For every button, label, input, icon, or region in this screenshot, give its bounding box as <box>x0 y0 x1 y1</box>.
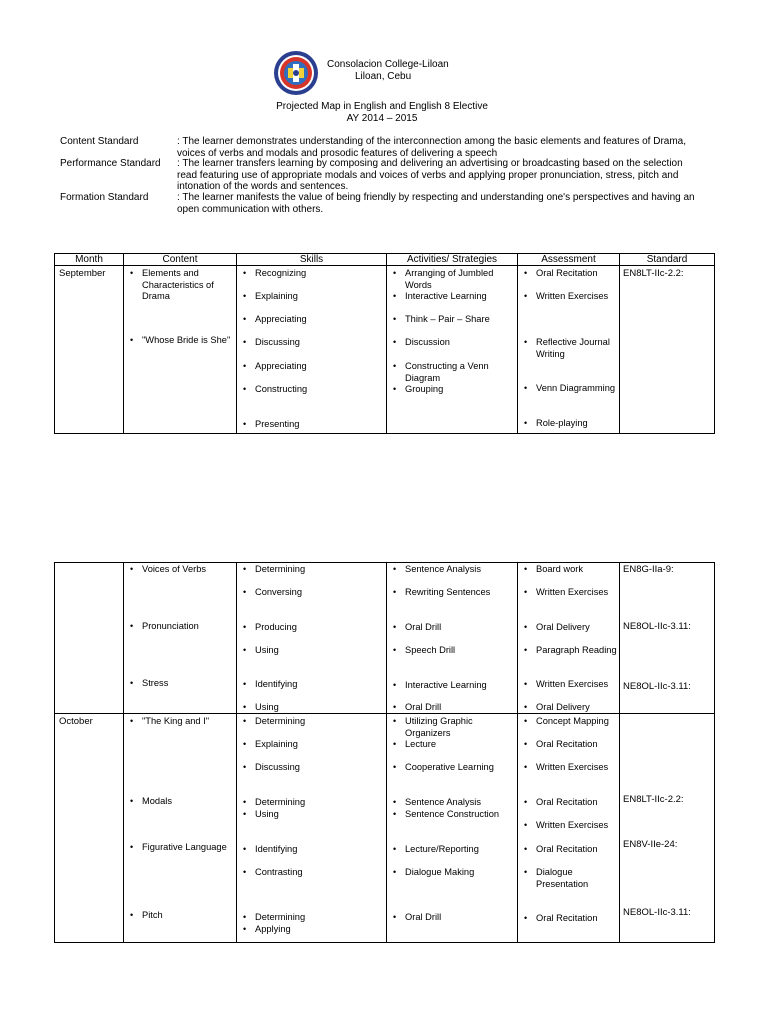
table-row <box>55 563 715 714</box>
skill-item: • Appreciating <box>255 361 365 373</box>
content-item: • Figurative Language <box>142 842 234 854</box>
standard-code: EN8LT-IIc-2.2: <box>623 268 684 279</box>
activity-item: • Grouping <box>405 384 515 396</box>
academic-year: AY 2014 – 2015 <box>346 113 418 124</box>
school-seal <box>273 50 319 96</box>
content-item: • "The King and I" <box>142 716 234 728</box>
assessment-item: • Venn Diagramming <box>536 383 621 395</box>
skill-item: • Discussing <box>255 337 365 349</box>
curriculum-table-september <box>54 253 715 434</box>
assessment-item: • Oral Recitation <box>536 913 621 925</box>
skill-item: • Constructing <box>255 384 365 396</box>
activity-item: • Oral Drill <box>405 702 515 714</box>
activity-item: • Arranging of Jumbled Words <box>405 268 515 291</box>
skill-item: • Using <box>255 702 365 714</box>
assessment-item: • Oral Delivery <box>536 622 621 634</box>
header-skills: Skills <box>237 254 387 266</box>
activity-item: • Sentence Analysis <box>405 564 515 576</box>
activity-item: • Interactive Learning <box>405 291 515 303</box>
header-standard: Standard <box>620 254 715 266</box>
month-cell: September <box>59 268 106 279</box>
skill-item: • Discussing <box>255 762 365 774</box>
header-assessment: Assessment <box>518 254 620 266</box>
assessment-item: • Oral Recitation <box>536 844 621 856</box>
skill-item: • Determining <box>255 797 365 809</box>
skill-item: • Contrasting <box>255 867 365 879</box>
skill-item: • Applying <box>255 924 365 936</box>
header-activities: Activities/ Strategies <box>387 254 518 266</box>
activity-item: • Oral Drill <box>405 622 515 634</box>
skill-item: • Identifying <box>255 844 365 856</box>
skill-item: • Presenting <box>255 419 365 431</box>
content-item: • Pronunciation <box>142 621 234 633</box>
activity-item: • Lecture <box>405 739 515 751</box>
assessment-item: • Board work <box>536 564 621 576</box>
activity-item: • Sentence Analysis <box>405 797 515 809</box>
standard-code: NE8OL-IIc-3.11: <box>623 621 691 632</box>
activity-item: • Cooperative Learning <box>405 762 515 774</box>
curriculum-table-october <box>54 562 715 943</box>
activity-item: • Oral Drill <box>405 912 515 924</box>
assessment-item: • Reflective Journal Writing <box>536 337 621 360</box>
month-cell: October <box>59 716 93 727</box>
assessment-item: • Written Exercises <box>536 587 621 599</box>
assessment-item: • Role-playing <box>536 418 621 430</box>
skill-item: • Identifying <box>255 679 365 691</box>
standard-code: EN8LT-IIc-2.2: <box>623 794 684 805</box>
skill-item: • Explaining <box>255 739 365 751</box>
assessment-item: • Oral Recitation <box>536 268 621 280</box>
standard-code: NE8OL-IIc-3.11: <box>623 681 691 692</box>
standard-code: EN8V-IIe-24: <box>623 839 678 850</box>
activity-item: • Rewriting Sentences <box>405 587 515 599</box>
content-item: • Modals <box>142 796 234 808</box>
activity-item: • Utilizing Graphic Organizers <box>405 716 515 739</box>
skill-item: • Recognizing <box>255 268 365 280</box>
skill-item: • Appreciating <box>255 314 365 326</box>
content-item: • Elements and Characteristics of Drama <box>142 268 234 303</box>
table-row <box>55 714 715 943</box>
skill-item: • Using <box>255 645 365 657</box>
skill-item: • Determining <box>255 912 365 924</box>
content-item: • "Whose Bride is She" <box>142 335 234 347</box>
activity-item: • Interactive Learning <box>405 680 515 692</box>
school-location: Liloan, Cebu <box>355 71 412 82</box>
school-seal-icon <box>273 50 319 96</box>
activity-item: • Constructing a Venn Diagram <box>405 361 515 384</box>
assessment-item: • Written Exercises <box>536 679 621 691</box>
header-month: Month <box>55 254 124 266</box>
assessment-item: • Oral Recitation <box>536 739 621 751</box>
assessment-item: • Written Exercises <box>536 762 621 774</box>
activity-item: • Lecture/Reporting <box>405 844 515 856</box>
content-standard-label: Content Standard <box>60 136 139 147</box>
skill-item: • Determining <box>255 716 365 728</box>
activity-item: • Dialogue Making <box>405 867 515 879</box>
skill-item: • Producing <box>255 622 365 634</box>
skill-item: • Determining <box>255 564 365 576</box>
performance-standard-text: : The learner transfers learning by composing and delivering an advertising or broadcasting based on the selection read featuring use of appropriate modals and voices of verbs and applying proper pronunciation, stress, pitch and intonation of the words and sentences. <box>177 158 683 192</box>
school-name: Consolacion College-Liloan <box>327 59 449 70</box>
activity-item: • Speech Drill <box>405 645 515 657</box>
performance-standard-label: Performance Standard <box>60 158 161 169</box>
table-row <box>55 266 715 434</box>
header-content: Content <box>124 254 237 266</box>
formation-standard-label: Formation Standard <box>60 192 149 203</box>
assessment-item: • Written Exercises <box>536 820 621 832</box>
assessment-item: • Oral Delivery <box>536 702 621 714</box>
assessment-item: • Paragraph Reading <box>536 645 621 657</box>
content-item: • Stress <box>142 678 234 690</box>
content-item: • Pitch <box>142 910 234 922</box>
standard-code: NE8OL-IIc-3.11: <box>623 907 691 918</box>
standard-code: EN8G-IIa-9: <box>623 564 674 575</box>
table-header-row <box>55 254 715 266</box>
formation-standard-text: : The learner manifests the value of being friendly by respecting and understanding one's perspectives and having an open communication with others. <box>177 192 695 215</box>
activity-item: • Discussion <box>405 337 515 349</box>
content-item: • Voices of Verbs <box>142 564 234 576</box>
assessment-item: • Oral Recitation <box>536 797 621 809</box>
skill-item: • Using <box>255 809 365 821</box>
document-title: Projected Map in English and English 8 Elective <box>276 101 488 112</box>
assessment-item: • Dialogue Presentation <box>536 867 621 890</box>
content-standard-text: : The learner demonstrates understanding of the interconnection among the basic elements and features of Drama, voices of verbs and modals and prosodic features of delivering a speech <box>177 136 687 159</box>
skill-item: • Explaining <box>255 291 365 303</box>
assessment-item: • Concept Mapping <box>536 716 621 728</box>
assessment-item: • Written Exercises <box>536 291 621 303</box>
activity-item: • Think – Pair – Share <box>405 314 515 326</box>
skill-item: • Conversing <box>255 587 365 599</box>
activity-item: • Sentence Construction <box>405 809 515 821</box>
